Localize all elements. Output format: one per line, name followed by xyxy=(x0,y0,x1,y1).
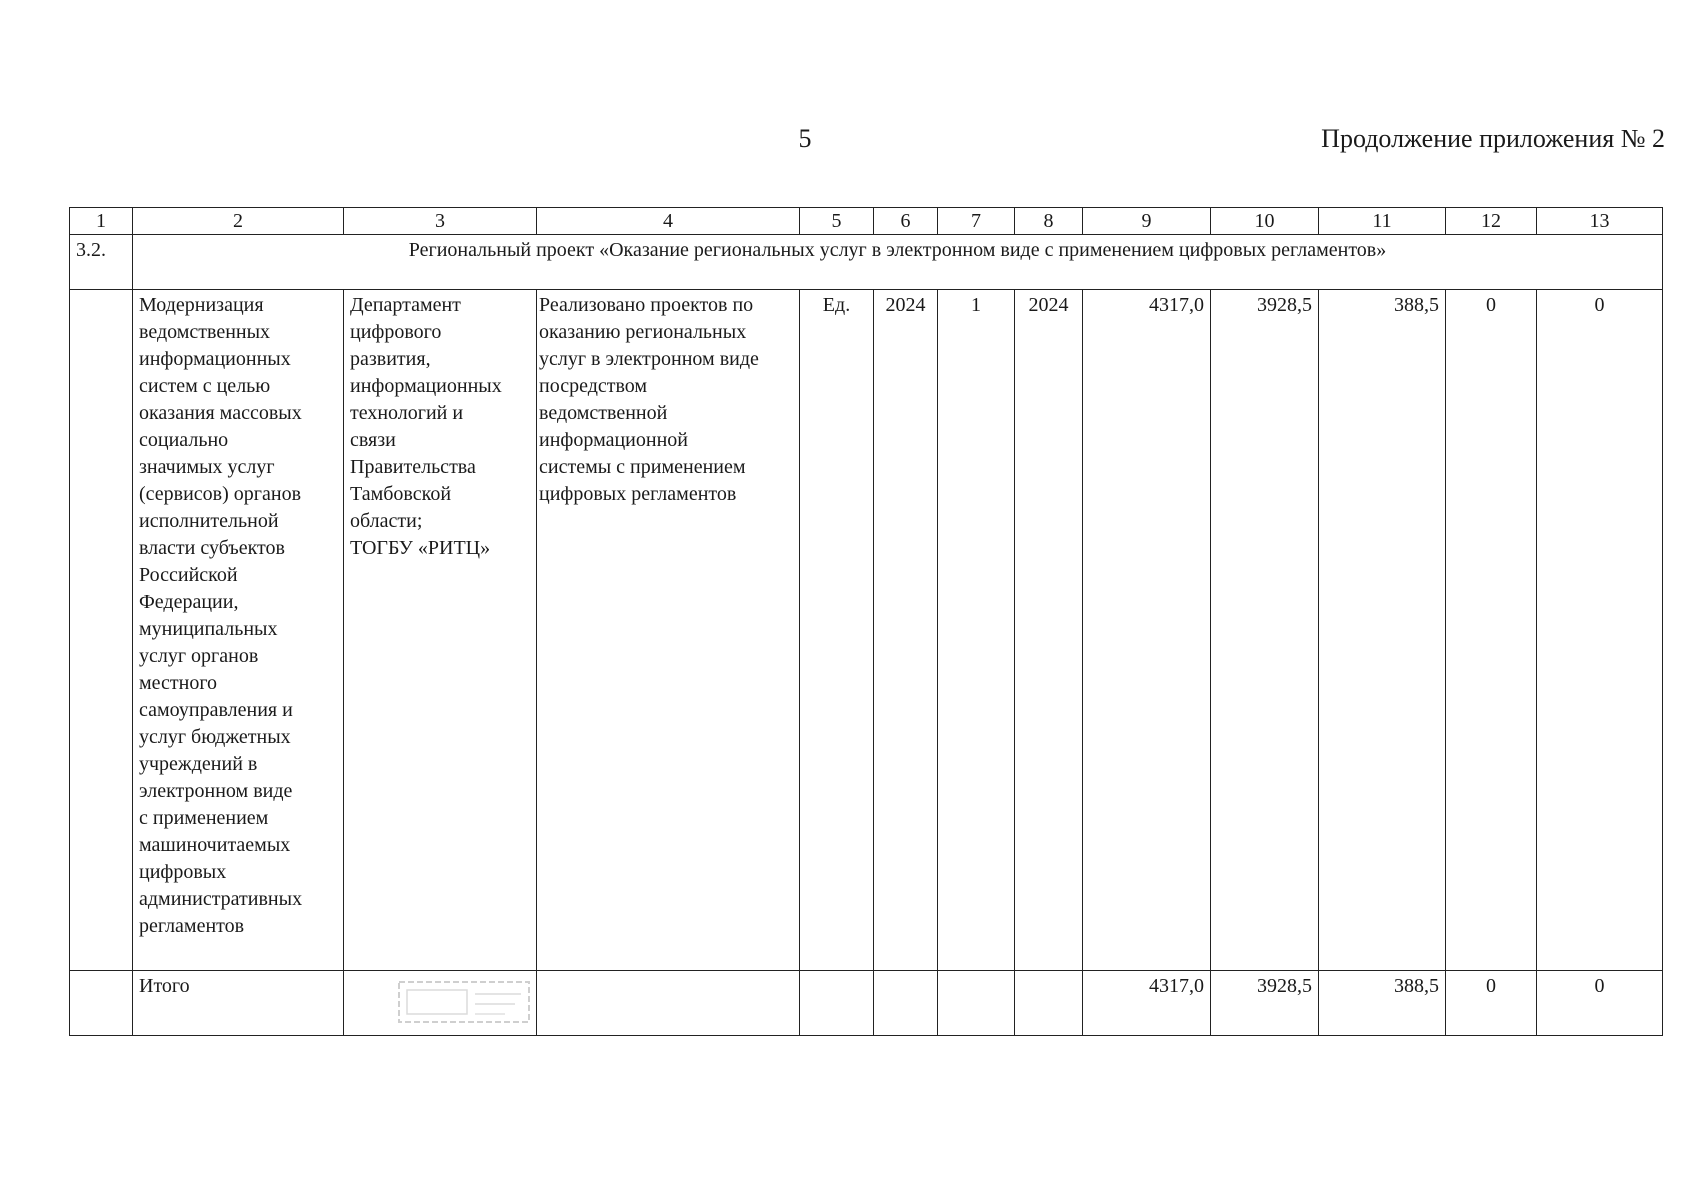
cell-line: местного xyxy=(139,672,218,694)
cell-line: технологий и xyxy=(350,402,464,424)
page-number: 5 xyxy=(798,124,812,153)
col9-cell: 4317,0 xyxy=(1083,290,1211,971)
column-number: 1 xyxy=(70,208,133,235)
total-code-cell xyxy=(70,971,133,1036)
total-col10: 3928,5 xyxy=(1211,971,1319,1036)
cell-line: Федерации, xyxy=(139,591,239,613)
cell-line: Модернизация xyxy=(139,294,264,316)
column-number: 8 xyxy=(1015,208,1083,235)
cell-line: значимых услуг xyxy=(139,456,275,478)
unit-cell: Ед. xyxy=(800,290,874,971)
cell-line: самоуправления и xyxy=(139,699,293,721)
program-table xyxy=(69,207,1663,1036)
appendix-header: Продолжение приложения № 2 xyxy=(1321,124,1665,153)
measure-cell xyxy=(133,290,344,971)
col6-cell: 2024 xyxy=(874,290,938,971)
section-row xyxy=(70,235,1663,290)
section-title: Региональный проект «Оказание региональных услуг в электронном виде с применением цифровых регламентов» xyxy=(133,235,1663,290)
total-col12: 0 xyxy=(1446,971,1537,1036)
column-number: 6 xyxy=(874,208,938,235)
cell-line: посредством xyxy=(539,375,648,397)
section-code: 3.2. xyxy=(70,235,133,290)
column-number: 2 xyxy=(133,208,344,235)
cell-line: исполнительной xyxy=(139,510,279,532)
total-empty-cell xyxy=(800,971,874,1036)
cell-line: Реализовано проектов по xyxy=(539,294,754,316)
cell-line: Правительства xyxy=(350,456,476,478)
column-number: 9 xyxy=(1083,208,1211,235)
cell-line: с применением xyxy=(139,807,269,829)
col10-cell: 3928,5 xyxy=(1211,290,1319,971)
cell-line: информационной xyxy=(539,429,688,451)
total-empty-cell xyxy=(1015,971,1083,1036)
cell-line: ведомственной xyxy=(539,402,668,424)
total-empty-cell xyxy=(874,971,938,1036)
cell-line: социально xyxy=(139,429,229,451)
cell-line: оказанию региональных xyxy=(539,321,747,343)
column-number: 3 xyxy=(344,208,537,235)
executor-cell xyxy=(344,290,537,971)
cell-line: ТОГБУ «РИТЦ» xyxy=(350,537,491,559)
col13-cell: 0 xyxy=(1537,290,1663,971)
column-number: 10 xyxy=(1211,208,1319,235)
cell-line: Тамбовской xyxy=(350,483,452,505)
total-empty-cell xyxy=(537,971,800,1036)
total-row xyxy=(70,971,1663,1036)
cell-line: муниципальных xyxy=(139,618,278,640)
cell-line: систем с целью xyxy=(139,375,271,397)
cell-line: регламентов xyxy=(139,915,245,937)
column-number: 5 xyxy=(800,208,874,235)
col7-cell: 1 xyxy=(938,290,1015,971)
cell-line: цифровых xyxy=(139,861,227,883)
cell-line: оказания массовых xyxy=(139,402,302,424)
faded-stamp-icon xyxy=(395,972,535,1030)
table-row xyxy=(70,290,1663,971)
cell-line: услуг в электронном виде xyxy=(539,348,759,370)
cell-line: услуг органов xyxy=(139,645,259,667)
total-label: Итого xyxy=(133,971,344,1036)
cell-line: административных xyxy=(139,888,303,910)
cell-line: электронном виде xyxy=(139,780,293,802)
cell-line: Департамент xyxy=(350,294,461,316)
total-col13: 0 xyxy=(1537,971,1663,1036)
cell-line: услуг бюджетных xyxy=(139,726,291,748)
column-number: 7 xyxy=(938,208,1015,235)
cell-line: области; xyxy=(350,510,423,532)
cell-line: Российской xyxy=(139,564,238,586)
total-col11: 388,5 xyxy=(1319,971,1446,1036)
cell-line: цифрового xyxy=(350,321,442,343)
column-number: 12 xyxy=(1446,208,1537,235)
column-number: 13 xyxy=(1537,208,1663,235)
total-col9: 4317,0 xyxy=(1083,971,1211,1036)
indicator-cell xyxy=(537,290,800,971)
cell-line: машиночитаемых xyxy=(139,834,291,856)
col8-cell: 2024 xyxy=(1015,290,1083,971)
cell-line: цифровых регламентов xyxy=(539,483,737,505)
cell-line: власти субъектов xyxy=(139,537,285,559)
column-number: 11 xyxy=(1319,208,1446,235)
total-empty-cell xyxy=(938,971,1015,1036)
row-code-cell xyxy=(70,290,133,971)
cell-line: информационных xyxy=(139,348,291,370)
col12-cell: 0 xyxy=(1446,290,1537,971)
cell-line: развития, xyxy=(350,348,431,370)
column-numbers-row xyxy=(70,208,1663,235)
cell-line: (сервисов) органов xyxy=(139,483,302,505)
col11-cell: 388,5 xyxy=(1319,290,1446,971)
column-number: 4 xyxy=(537,208,800,235)
cell-line: системы с применением xyxy=(539,456,746,478)
cell-line: учреждений в xyxy=(139,753,258,775)
cell-line: информационных xyxy=(350,375,502,397)
cell-line: ведомственных xyxy=(139,321,271,343)
cell-line: связи xyxy=(350,429,396,451)
